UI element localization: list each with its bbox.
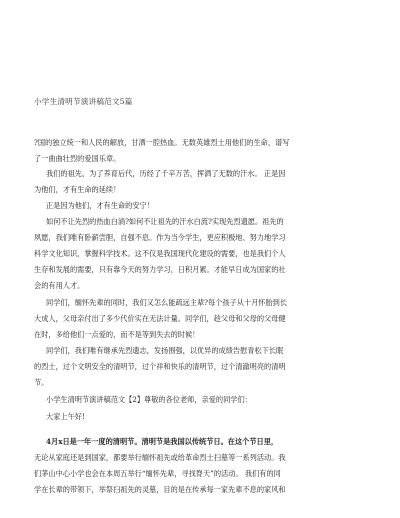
body-line: ?国的独立统一和人民的解放，甘洒一腔热血。无数英雄烈士用他们的生命，谱写 (34, 138, 290, 147)
body-line: 同学们，缅怀先辈的同时，我们又怎么能疏远主辈?每个孩子从十月怀胎到长 (46, 298, 288, 307)
body-line: 我们的祖先，为了养育后代，历经了千辛万苦，挥洒了无数的汗水。 正是因 (46, 169, 286, 178)
body-line: 们茅山中心小学也会在本周五举行“缅怀先辈，寻找脊天”的活动。 我们有的同 (34, 469, 281, 478)
body-line: 无论从家庭还是到国家，都要举行缅怀祖先或给革命烈士扫墓等一系列活动。我 (34, 453, 286, 462)
body-line: 的烈士，过个文明安全的清明节，过个祥和快乐的清明节，过个清澈明亮的清明 (34, 362, 286, 371)
body-line: 4月x日是一年一度的清明节。清明节是我国以传统节日。在这个节日里， (46, 437, 279, 446)
body-line: 为他们，才有生命的延续！ (34, 185, 121, 194)
body-line: 在时，多给他们一点爱的，而不是等到失去的时候！ (34, 330, 200, 339)
body-line: 了一曲曲壮烈的爱国乐章。 (34, 154, 121, 163)
body-line: 大家上午好! (46, 412, 85, 421)
body-line: 科学文化知识，掌握科学技术。这不仅是我国现代化建设的需要，也是我们个人 (34, 249, 286, 258)
body-line: 学在长辈的带领下，举祭扫祖先的灵墓，目的是在传承每一家先辈不息的家风和 (34, 485, 286, 494)
body-line: 如何不让先烈的热血白淌?如何不让祖先的汗水白流?实现先烈遗愿。祖先的 (46, 217, 284, 226)
body-line: 会的有用人才。 (34, 281, 85, 290)
body-line: 小学生清明节演讲稿范文【2】尊敬的各位老师，亲爱的同学们： (46, 395, 252, 404)
body-line: 大成人，父母亲付出了多少代价实在无法计量。同学们，趁父母和父母的父母健 (34, 314, 286, 323)
body-line: 夙愿，我们唯有卧薪尝胆，自强不息。作为当今学生，更应积极地、努力地学习 (34, 233, 286, 242)
body-line: 生存和发展的需要，只有靠今天的努力学习，日积月累。才能早日成为国家的社 (34, 265, 286, 274)
body-line: 正是因为他们，才有生命的安宁！ (46, 201, 154, 210)
body-line: 节。 (34, 378, 49, 387)
page-title: 小学生清明节演讲稿范文5篇 (34, 97, 133, 106)
body-line: 同学们，我们唯有继承先烈遗志，发扬围强，以优异的成绩告慰青松下长眠 (46, 346, 284, 355)
